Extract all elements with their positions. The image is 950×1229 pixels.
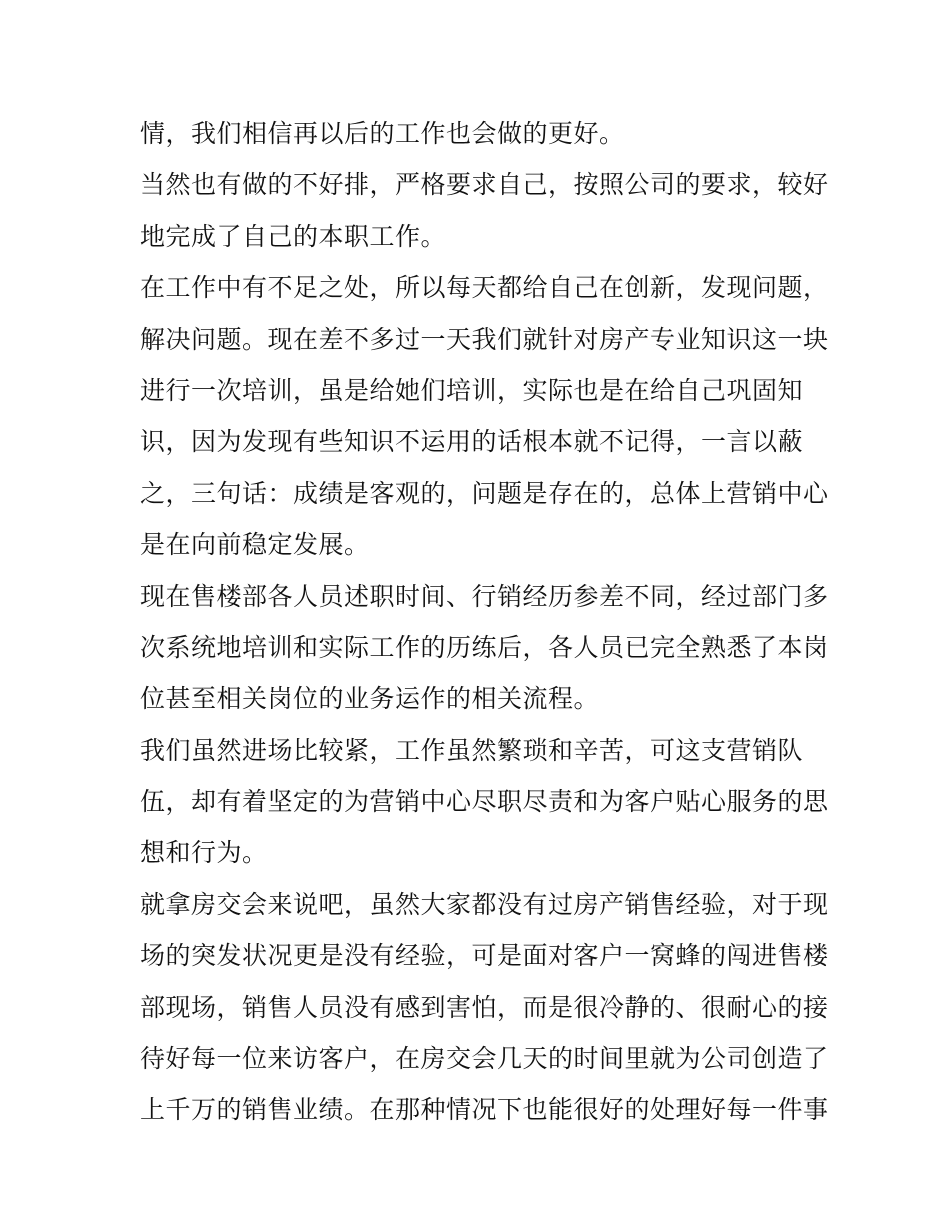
text-line-13: 我们虽然进场比较紧，工作虽然繁琐和辛苦，可这支营销队	[140, 735, 804, 765]
text-line-8: 之，三句话：成绩是客观的，问题是存在的，总体上营销中心	[140, 478, 829, 508]
text-line-15: 想和行为。	[140, 838, 268, 868]
text-line-19: 待好每一位来访客户，在房交会几天的时间里就为公司创造了	[140, 1044, 829, 1074]
text-line-4: 在工作中有不足之处，所以每天都给自己在创新，发现问题，	[140, 273, 829, 303]
text-line-10: 现在售楼部各人员述职时间、行销经历参差不同，经过部门多	[140, 581, 829, 611]
text-line-3: 地完成了自己的本职工作。	[140, 221, 447, 251]
text-line-20: 上千万的销售业绩。在那种情况下也能很好的处理好每一件事	[140, 1095, 829, 1125]
text-line-16: 就拿房交会来说吧，虽然大家都没有过房产销售经验，对于现	[140, 889, 829, 919]
text-line-5: 解决问题。现在差不多过一天我们就针对房产专业知识这一块	[140, 324, 829, 354]
text-line-7: 识，因为发现有些知识不运用的话根本就不记得，一言以蔽	[140, 427, 804, 457]
text-line-17: 场的突发状况更是没有经验，可是面对客户一窝蜂的闯进售楼	[140, 941, 829, 971]
text-line-14: 伍，却有着坚定的为营销中心尽职尽责和为客户贴心服务的思	[140, 787, 829, 817]
document-body	[140, 108, 829, 1136]
text-line-18: 部现场，销售人员没有感到害怕，而是很冷静的、很耐心的接	[140, 992, 829, 1022]
text-line-2: 当然也有做的不好排，严格要求自己，按照公司的要求，较好	[140, 170, 829, 200]
text-line-12: 位甚至相关岗位的业务运作的相关流程。	[140, 684, 600, 714]
text-line-11: 次系统地培训和实际工作的历练后，各人员已完全熟悉了本岗	[140, 632, 829, 662]
text-line-1: 情，我们相信再以后的工作也会做的更好。	[140, 119, 625, 148]
text-line-6: 进行一次培训，虽是给她们培训，实际也是在给自己巩固知	[140, 375, 804, 405]
text-line-9: 是在向前稳定发展。	[140, 530, 370, 560]
